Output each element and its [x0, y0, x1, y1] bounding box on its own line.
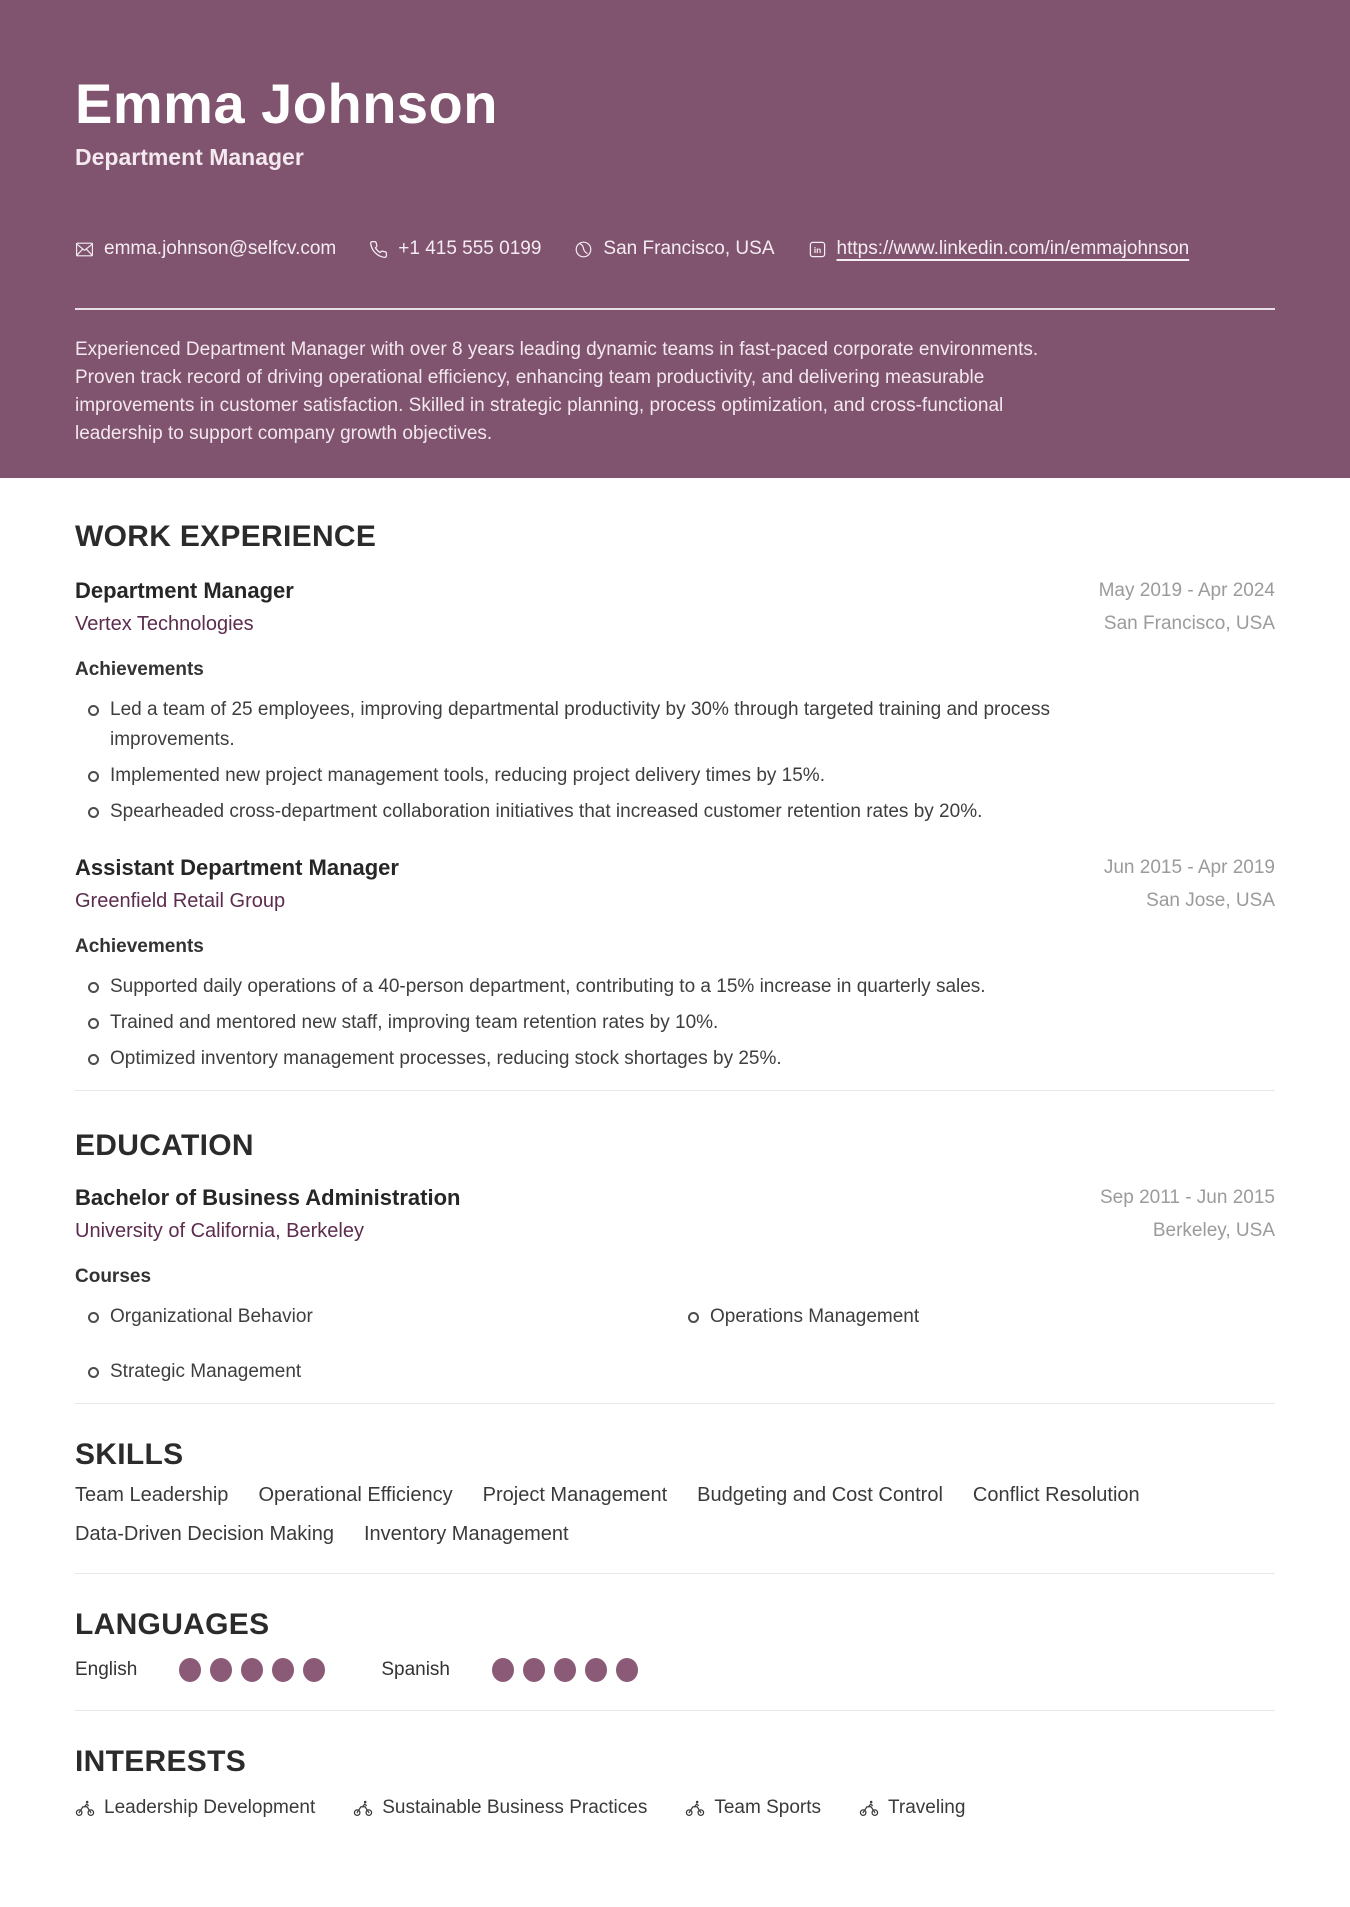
languages-list: [75, 1658, 1275, 1682]
achievements-list: [75, 695, 1275, 827]
skills-list: [75, 1482, 1275, 1547]
section-divider: [75, 1403, 1275, 1404]
globe-icon: [574, 240, 593, 259]
section-divider: [75, 1090, 1275, 1091]
section-heading-languages: LANGUAGES: [75, 1608, 270, 1641]
person-job-title: Department Manager: [75, 144, 304, 170]
education-entry-header: [75, 1183, 1275, 1246]
contact-email: [75, 236, 336, 262]
degree-title: Bachelor of Business Administration: [75, 1185, 461, 1210]
work-entry: [75, 576, 1275, 827]
contact-linkedin[interactable]: [808, 236, 1190, 262]
job-title: Assistant Department Manager: [75, 855, 399, 880]
achievement-item: Spearheaded cross-department collaboration initiatives that increased customer retention rates by 20%.: [75, 797, 1150, 827]
skill-item: Team Leadership: [75, 1484, 229, 1506]
svg-text:in: in: [813, 244, 821, 255]
contact-location: [574, 236, 774, 262]
language-level-dot: [179, 1658, 201, 1682]
interest-label: Team Sports: [714, 1797, 821, 1818]
interest-item: [353, 1795, 647, 1821]
course-item: Operations Management: [675, 1302, 1275, 1332]
job-title: Department Manager: [75, 578, 294, 603]
achievement-item: Supported daily operations of a 40-person department, contributing to a 15% increase in quarterly sales.: [75, 972, 1150, 1002]
company-name: Greenfield Retail Group: [75, 890, 286, 912]
language-level-dot: [554, 1658, 576, 1682]
section-divider: [75, 1710, 1275, 1711]
interest-item: [75, 1795, 315, 1821]
email-text: emma.johnson@selfcv.com: [104, 238, 337, 259]
language-name: English: [75, 1659, 138, 1680]
interest-label: Sustainable Business Practices: [382, 1797, 648, 1818]
work-entry-header: [75, 576, 1275, 639]
course-item: Organizational Behavior: [75, 1302, 675, 1332]
linkedin-url[interactable]: https://www.linkedin.com/in/emmajohnson: [836, 238, 1190, 259]
language-level: [179, 1658, 325, 1682]
work-entry: [75, 853, 1275, 1074]
section-heading-work-experience: WORK EXPERIENCE: [75, 520, 377, 553]
contact-phone: [369, 236, 541, 262]
skill-item: Conflict Resolution: [972, 1484, 1140, 1506]
job-location: San Jose, USA: [1146, 890, 1275, 911]
interest-item: [685, 1795, 821, 1821]
job-dates: Jun 2015 - Apr 2019: [1103, 857, 1275, 878]
achievement-item: Optimized inventory management processes, reducing stock shortages by 25%.: [75, 1044, 1150, 1074]
cyclist-icon: [859, 1798, 879, 1818]
interest-label: Leadership Development: [104, 1797, 316, 1818]
language-level-dot: [585, 1658, 607, 1682]
section-heading-interests: INTERESTS: [75, 1745, 247, 1778]
language-level-dot: [523, 1658, 545, 1682]
contact-row: [75, 236, 1275, 262]
language-level-dot: [303, 1658, 325, 1682]
achievement-item: Trained and mentored new staff, improving team retention rates by 10%.: [75, 1008, 1150, 1038]
achievement-item: Led a team of 25 employees, improving departmental productivity by 30% through targeted training and process improvements.: [75, 695, 1150, 755]
resume-body: [0, 518, 1350, 1821]
language-level-dot: [272, 1658, 294, 1682]
language-level-dot: [241, 1658, 263, 1682]
location-text: San Francisco, USA: [603, 238, 775, 259]
cyclist-icon: [685, 1798, 705, 1818]
language-item: [75, 1658, 325, 1682]
institution-name: University of California, Berkeley: [75, 1220, 364, 1242]
header-divider: [75, 308, 1275, 310]
skill-item: Data-Driven Decision Making: [75, 1523, 334, 1545]
achievements-label: Achievements: [75, 936, 204, 957]
language-level-dot: [492, 1658, 514, 1682]
work-entry-header: [75, 853, 1275, 916]
language-item: [381, 1658, 638, 1682]
education-location: Berkeley, USA: [1152, 1220, 1275, 1241]
linkedin-icon: [808, 240, 827, 259]
interest-item: [859, 1795, 965, 1821]
skill-item: Project Management: [482, 1484, 668, 1506]
phone-text: +1 415 555 0199: [398, 238, 542, 259]
section-heading-education: EDUCATION: [75, 1129, 254, 1162]
achievement-item: Implemented new project management tools, reducing project delivery times by 15%.: [75, 761, 1150, 791]
company-name: Vertex Technologies: [75, 613, 254, 635]
phone-icon: [369, 240, 388, 259]
courses-list: [75, 1302, 1275, 1387]
skill-item: Inventory Management: [363, 1523, 569, 1545]
interest-label: Traveling: [888, 1797, 966, 1818]
language-level-dot: [210, 1658, 232, 1682]
language-name: Spanish: [381, 1659, 450, 1680]
language-level-dot: [616, 1658, 638, 1682]
profile-summary: Experienced Department Manager with over 8 years leading dynamic teams in fast-paced corporate environments. Proven track record of driving operational efficiency, enhancing team productivity, and delivering measurable improvements in customer satisfaction. Skilled in strategic planning, process optimization, and cross-functional leadership to support company growth objectives.: [75, 339, 1039, 444]
section-divider: [75, 1573, 1275, 1574]
achievements-label: Achievements: [75, 659, 204, 680]
language-level: [492, 1658, 638, 1682]
education-dates: Sep 2011 - Jun 2015: [1099, 1187, 1275, 1208]
education-entry: [75, 1183, 1275, 1387]
job-dates: May 2019 - Apr 2024: [1098, 580, 1275, 601]
course-item: Strategic Management: [75, 1357, 675, 1387]
interests-list: [75, 1795, 1275, 1821]
section-heading-skills: SKILLS: [75, 1438, 184, 1471]
courses-label: Courses: [75, 1266, 152, 1287]
header-banner: [0, 0, 1350, 478]
achievements-list: [75, 972, 1275, 1074]
job-location: San Francisco, USA: [1103, 613, 1275, 634]
skill-item: Operational Efficiency: [258, 1484, 453, 1506]
skill-item: Budgeting and Cost Control: [697, 1484, 943, 1506]
cyclist-icon: [75, 1798, 95, 1818]
email-icon: [75, 240, 94, 259]
person-name: Emma Johnson: [75, 72, 498, 135]
cyclist-icon: [353, 1798, 373, 1818]
